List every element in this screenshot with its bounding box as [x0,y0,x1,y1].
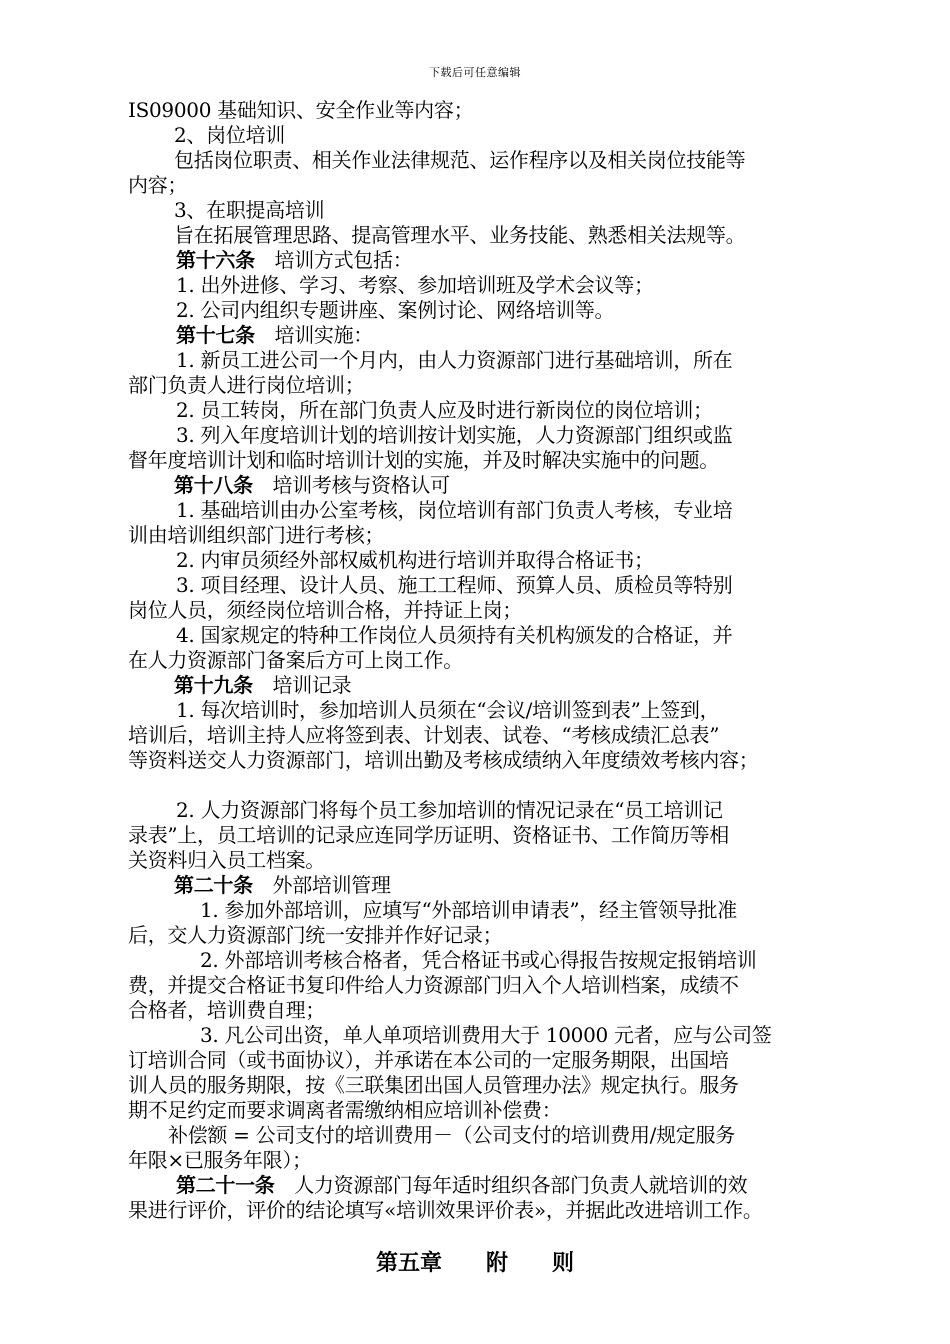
text-line [128,423,898,448]
text-line [128,1173,898,1198]
line-text: 2. 内审员须经外部权威机构进行培训并取得合格证书； [176,548,654,572]
text-line [128,1198,898,1223]
article-number: 第二十条 [174,873,253,897]
text-line [128,623,898,648]
line-text: 外部培训管理 [252,873,391,897]
line-text: 3. 列入年度培训计划的培训按计划实施，人力资源部门组织或监 [176,423,733,447]
line-text: 训由培训组织部门进行考核； [128,523,385,547]
line-text: 培训方式包括： [254,248,413,272]
text-line [128,548,898,573]
text-line [128,798,898,823]
line-text: 果进行评价，评价的结论填写«培训效果评价表»，并据此改进培训工作。 [128,1198,763,1222]
text-line [128,273,898,298]
article-number: 第十七条 [176,323,255,347]
blank-line [128,773,898,798]
line-text: 费，并提交合格证书复印件给人力资源部门归入个人培训档案，成绩不 [128,973,739,997]
line-text: 4. 国家规定的特种工作岗位人员须持有关机构颁发的合格证，并 [176,623,733,647]
line-text: 培训实施： [254,323,374,347]
line-text: 2. 公司内组织专题讲座、案例讨论、网络培训等。 [176,298,615,322]
line-text: 部门负责人进行岗位培训； [128,373,365,397]
line-text: 1. 出外进修、学习、考察、参加培训班及学术会议等； [176,273,654,297]
line-text: 1. 参加外部培训，应填写“外部培训申请表”，经主管领导批准 [200,898,737,922]
line-text: 2. 员工转岗，所在部门负责人应及时进行新岗位的岗位培训； [176,398,713,422]
article-number: 第十九条 [174,673,253,697]
document-body [128,98,898,1223]
line-text: 订培训合同（或书面协议），并承诺在本公司的一定服务期限，出国培 [128,1048,729,1072]
text-line [128,1048,898,1073]
text-line [128,173,898,198]
line-text: 3. 项目经理、设计人员、施工工程师、预算人员、质检员等特别 [176,573,733,597]
text-line [128,698,898,723]
text-line [128,98,898,123]
text-line [128,1098,898,1123]
line-text: 录表”上，员工培训的记录应连同学历证明、资格证书、工作简历等相 [128,823,729,847]
text-line [128,723,898,748]
line-text: 3. 凡公司出资，单人单项培训费用大于 10000 元者，应与公司签 [200,1023,772,1047]
text-line [128,348,898,373]
line-text: 内容； [128,173,188,197]
line-text: 1. 基础培训由办公室考核，岗位培训有部门负责人考核，专业培 [176,498,733,522]
text-line [128,648,898,673]
text-line [128,873,898,898]
line-text: 旨在拓展管理思路、提高管理水平、业务技能、熟悉相关法规等。 [174,223,746,247]
text-line [128,573,898,598]
line-text: 3、在职提高培训 [174,198,325,222]
text-line [128,448,898,473]
line-text: 补偿额 = 公司支付的培训费用－（公司支付的培训费用/规定服务 [168,1123,735,1147]
text-line [128,373,898,398]
text-line [128,848,898,873]
text-line [128,598,898,623]
line-text: 2、岗位培训 [174,123,285,147]
text-line [128,323,898,348]
line-text: 训人员的服务期限，按《三联集团出国人员管理办法》规定执行。服务 [128,1073,739,1097]
line-text: 合格者，培训费自理； [128,998,325,1022]
text-line [128,823,898,848]
line-text: 培训记录 [252,673,352,697]
text-line [128,523,898,548]
text-line [128,998,898,1023]
line-text: 包括岗位职责、相关作业法律规范、运作程序以及相关岗位技能等 [174,148,746,172]
line-text: 关资料归入员工档案。 [128,848,325,872]
line-text: 1. 每次培训时，参加培训人员须在“会议/培训签到表”上签到， [176,698,720,722]
text-line [128,923,898,948]
line-text: 人力资源部门每年适时组织各部门负责人就培训的效 [274,1173,748,1197]
line-text: 2. 外部培训考核合格者，凭合格证书或心得报告按规定报销培训 [200,948,757,972]
chapter-heading: 第五章 附 则 [375,1250,574,1276]
article-number: 第十八条 [174,473,253,497]
line-text: 期不足约定而要求调离者需缴纳相应培训补偿费： [128,1098,562,1122]
line-text: 督年度培训计划和临时培训计划的实施，并及时解决实施中的问题。 [128,448,719,472]
line-text: 培训后，培训主持人应将签到表、计划表、试卷、“考核成绩汇总表” [128,723,720,747]
text-line [128,748,898,773]
text-line [128,673,898,698]
line-text: 年限×已服务年限）； [128,1148,312,1172]
line-text: 在人力资源部门备案后方可上岗工作。 [128,648,463,672]
text-line [128,1148,898,1173]
text-line [128,898,898,923]
line-text: 岗位人员，须经岗位培训合格，并持证上岗； [128,598,522,622]
line-text: 培训考核与资格认可 [252,473,450,497]
line-text: 后，交人力资源部门统一安排并作好记录； [128,923,503,947]
line-text: 等资料送交人力资源部门，培训出勤及考核成绩纳入年度绩效考核内容； [128,748,759,772]
line-text: 1. 新员工进公司一个月内，由人力资源部门进行基础培训，所在 [176,348,733,372]
text-line [128,948,898,973]
text-line [128,223,898,248]
page-header: 下载后可任意编辑 [429,66,521,79]
text-line [128,198,898,223]
text-line [128,148,898,173]
text-line [128,248,898,273]
text-line [128,1023,898,1048]
text-line [128,398,898,423]
article-number: 第十六条 [176,248,255,272]
text-line [128,298,898,323]
text-line [128,473,898,498]
text-line [128,1073,898,1098]
line-text: 2. 人力资源部门将每个员工参加培训的情况记录在“员工培训记 [176,798,723,822]
text-line [128,498,898,523]
text-line [128,1123,898,1148]
line-text: IS09000 基础知识、安全作业等内容； [128,98,474,122]
article-number: 第二十一条 [176,1173,275,1197]
text-line [128,123,898,148]
text-line [128,973,898,998]
